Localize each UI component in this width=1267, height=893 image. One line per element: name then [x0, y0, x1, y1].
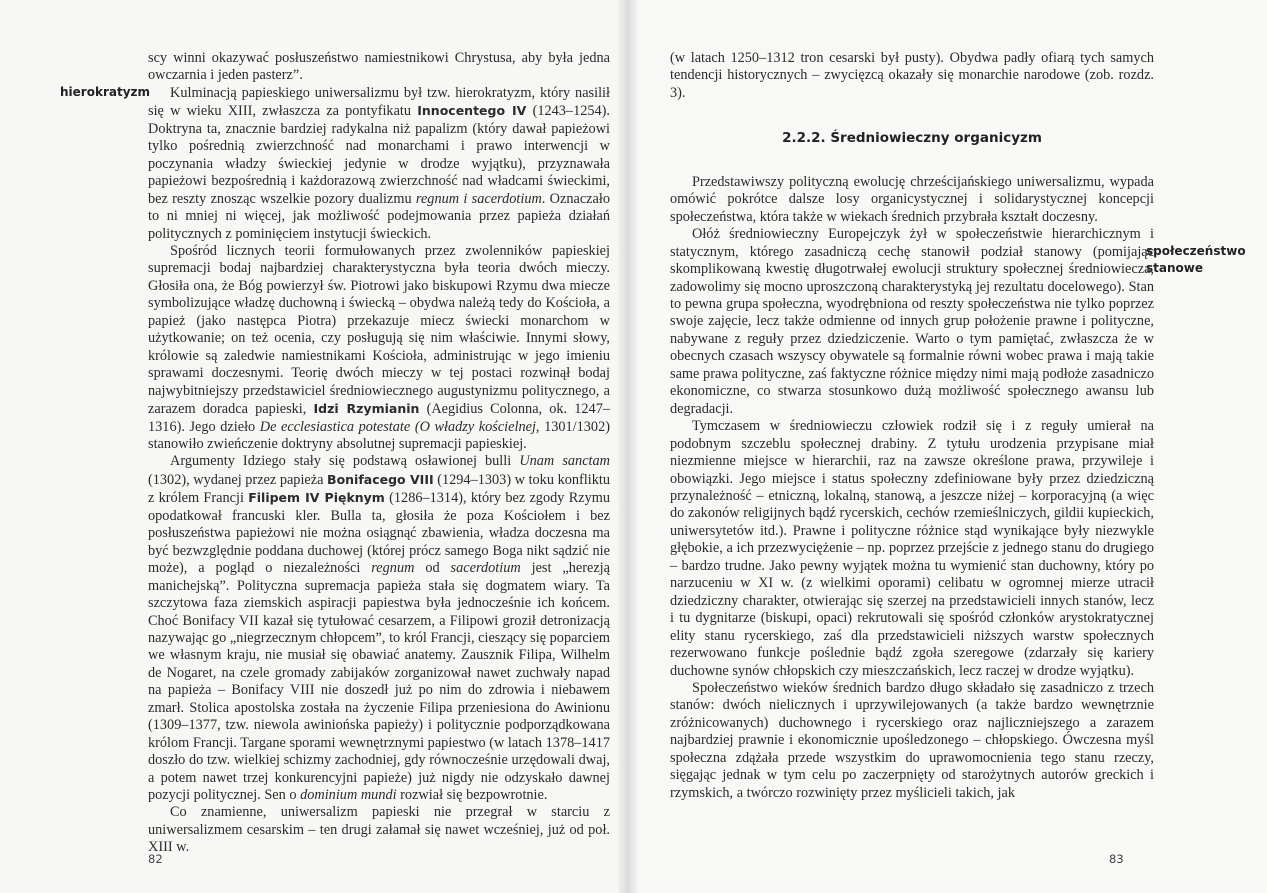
bold-name: Filipem IV Pięknym: [248, 490, 385, 506]
text-segment: (1302), wydanej przez papieża: [148, 471, 328, 488]
paragraph: [148, 85, 610, 243]
right-page-text: [670, 50, 1154, 802]
right-body-text: [670, 174, 1154, 802]
margin-note-left: hierokratyzm: [60, 85, 150, 99]
text-segment: Społeczeństwo wieków średnich bardzo długo składało się zasadniczo z trzech stanów: dwóch nielicznych i uprzywilejowanych (a także bardzo wewnętrznie zróżnicowanych) duchownego i rycerskiego oraz najliczniejszego a zarazem najbardziej prawnie i ekonomicznie upośledzonego – chłopskiego. Ówczesna myśl społeczna zdążała przede wszystkim do uprawomocnienia tego stanu rzeczy, sięgając jednak w tym celu po zaczerpnięty od starożytnych autorów greckich i rzymskich, a twórczo rozwinięty przez myślicieli takich, jak: [670, 679, 1154, 801]
right-intro-text: [670, 50, 1154, 102]
paragraph: [148, 243, 610, 453]
paragraph: [148, 50, 610, 85]
paragraph: [670, 174, 1154, 226]
bold-name: Bonifacego VIII: [327, 471, 434, 487]
text-segment: scy winni okazywać posłuszeństwo namiestnikowi Chrystusa, aby była jedna owczarnia i jeden pasterz”.: [148, 50, 610, 84]
text-segment: Spośród licznych teorii formułowanych przez zwolenników papieskiej supremacji bodaj najbardziej charakterystyczna była teoria dwóch mieczy. Głosiła ona, że Bóg powierzył św. Piotrowi jako biskupowi Rzymu dwa miecze symbolizujące władzę duchowną i świecką – obydwa należą tedy do Kościoła, a papież (jako następca Piotra) przekazuje miecz świecki monarchom w użytkowanie; on też ocenia, czy posługują się nim właściwie. Innymi słowy, królowie są zaledwie namiestnikami Kościoła, administrując w jego imieniu sprawami doczesnymi. Teorię dwóch mieczy w tej postaci rozwinął bodaj najwybitniejszy przedstawiciel średniowiecznego augustynizmu politycznego, a zarazem doradca papieski,: [148, 242, 610, 418]
text-segment: Przedstawiwszy polityczną ewolucję chrześcijańskiego uniwersalizmu, wypada omówić pokrótce dalsze losy organicystycznej i solidarystycznej koncepcji społeczeństwa, która także w wiekach średnich przybrała kształt doczesny.: [670, 173, 1154, 225]
paragraph: [670, 50, 1154, 102]
text-segment: Tymczasem w średniowieczu człowiek rodził się i z reguły umierał na podobnym szczeblu społecznej drabiny. Z tytułu urodzenia przypisane miał niezmienne miejsce w hierarchii, raz na zawsze określone prawa, przywileje i obowiązki. Jego miejsce i status społeczny zdefiniowane były przez dziedziczną przynależność – etniczną, lokalną, stanową, a jeszcze niżej – korporacyjną (a więc do zakonów religijnych bądź rycerskich, cechów rzemieślniczych, gildii kupieckich, uniwersytetów itd.). Prawne i polityczne różnice stąd wynikające były niezwykle głębokie, a ich przezwyciężenie – np. poprzez przejście z jednego stanu do drugiego – bardzo trudne. Jako pewny wyjątek można tu wymienić stan duchowny, który po narzuceniu w XI w. (z wielkimi oporami) celibatu w ogromnej mierze utracił dziedziczny charakter, otwierając się szerzej na przedstawicieli innych stanów, lecz i tu dygnitarze (biskupi, opaci) rekrutowali się spośród członków arystokratycznej elity stanu rycerskiego, zaś dla przedstawicieli niższych warstw społecznych rezerwowano funkcje poślednie bądź zgoła szeregowe (zdarzały się kariery duchowne synów chłopskich czy mieszczańskich, lecz raczej w drodze wyjątku).: [670, 418, 1154, 679]
italic-term: dominium mundi: [300, 787, 397, 804]
left-page: [0, 0, 628, 893]
italic-term: sacerdotium: [450, 560, 521, 577]
paragraph: [670, 680, 1154, 802]
page-number-right: 83: [1109, 852, 1124, 866]
text-segment: Kulminacją papieskiego uniwersalizmu był tzw. hierokratyzm, który nasilił się w wieku XIII, zwłaszcza za pontyfikatu: [148, 84, 610, 120]
bold-name: Innocentego IV: [417, 103, 527, 119]
text-segment: (1294–1303) w toku konfliktu z królem Francji: [148, 471, 610, 507]
italic-term: De ecclesiastica potestate (O władzy kościelnej: [259, 418, 536, 435]
bold-name: Idzi Rzymianin: [313, 401, 420, 417]
italic-term: regnum i sacerdotium: [415, 190, 542, 207]
text-segment: jest „herezją manichejską”. Polityczna supremacja papieża stała się dogmatem wiary. Ta szczytowa faza ziemskich aspiracji papiestwa była jednocześnie ich końcem. Choć Bonifacy VII kazał się tytułować cesarzem, a Filipowi groził detronizacją nazywając go „niegrzecznym chłopcem”, to król Francji, cieszący się poparciem we własnym kraju, nie musiał się obawiać anatemy. Zausznik Filipa, Wilhelm de Nogaret, na czele gromady zabijaków zorganizował nawet zuchwały napad na papieża – Bonifacy VIII nie doszedł już po nim do zdrowia i niebawem zmarł. Stolica apostolska została na życzenie Filipa przeniesiona do Awinionu (1309–1377, tzw. niewola awiniońska papieży) i politycznie podporządkowana królom Francji. Targane sporami wewnętrznymi papiestwo (w latach 1378–1417 doszło do tzw. wielkiej schizmy zachodniej, gdy równocześnie urzędowali dwaj, a potem nawet trzej konkurencyjni papieże) już nigdy nie odzyskało dawnej pozycji politycznej. Sen o: [148, 560, 610, 804]
italic-term: regnum: [371, 560, 415, 577]
text-segment: (1243–1254). Doktryna ta, znacznie bardziej radykalna niż papalizm (który dawał papieżowi tylko pośrednią zwierzchność nad monarchami i prawo interwencji w poczynania władzy świeckiej jedynie w drodze wyjątku), przyznawała papieżowi bezpośrednią i każdorazową zwierzchność nad władcami świeckimi, bez reszty znosząc wszelkie pozory dualizmu: [148, 103, 611, 207]
book-gutter: [618, 0, 638, 893]
left-page-text: [148, 50, 610, 857]
paragraph: [148, 804, 610, 856]
text-segment: od: [414, 560, 451, 577]
text-segment: Ołóż średniowieczny Europejczyk żył w społeczeństwie hierarchicznym i statycznym, którego zasadniczą cechę stanowił podział stanowy (pomijając skomplikowaną kwestię długotrwałej ewolucji struktury społecznej średniowiecza, zadowolimy się mocno uproszczoną charakterystyką jej rezultatu docelowego). Stan to pewna grupa społeczna, wyodrębniona od reszty społeczeństwa nie tylko poprzez swoje zajęcie, lecz także odmienne od innych grup położenie prawne i polityczne, nabywane z reguły przez dziedziczenie. Warto o tym pamiętać, zwłaszcza że w obecnych czasach wszyscy obywatele są formalnie równi wobec prawa i mają takie same prawa polityczne, zaś faktyczne różnice między nimi mają podłoże zasadniczo ekonomiczne, co stwarza stosunkowo dużą możliwość społecznego awansu lub degradacji.: [670, 226, 1154, 417]
text-segment: (w latach 1250–1312 tron cesarski był pusty). Obydwa padły ofiarą tych samych tendencji historycznych – zwycięzcą okazały się monarchie narodowe (zob. rozdz. 3).: [670, 50, 1154, 101]
text-segment: Argumenty Idziego stały się podstawą osławionej bulli: [170, 453, 520, 470]
right-page: [628, 0, 1267, 893]
margin-note-right: społeczeństwo stanowe: [1146, 244, 1246, 275]
italic-term: Unam sanctam: [519, 453, 610, 470]
paragraph: [670, 226, 1154, 418]
text-segment: Co znamienne, uniwersalizm papieski nie przegrał w starciu z uniwersalizmem cesarskim – ten drugi załamał się nawet wcześniej, już od poł. XIII w.: [148, 804, 610, 856]
paragraph: [148, 453, 610, 804]
text-segment: (Aegidius Colonna, ok. 1247–1316). Jego dzieło: [148, 401, 610, 435]
text-segment: (1286–1314), który bez zgody Rzymu opodatkował francuski kler. Bulla ta, głosiła że poza Kościołem i bez posłuszeństwa papieżowi nie można osiągnąć zbawienia, władza doczesna ma być bezwzględnie poddana duchowej (której prócz samego Boga nikt sądzić nie może), a pogląd o niezależności: [148, 490, 610, 577]
page-number-left: 82: [148, 852, 163, 866]
text-segment: rozwiał się bezpowrotnie.: [396, 787, 548, 804]
text-segment: , 1301/1302) stanowiło zwieńczenie doktryny absolutnej supremacji papieskiej.: [148, 418, 610, 452]
paragraph: [670, 418, 1154, 680]
text-segment: . Oznaczało to ni mniej ni więcej, jak możliwość podejmowania przez papieża działań politycznych z pominięciem instytucji świeckich.: [148, 190, 610, 242]
section-heading: 2.2.2. Średniowieczny organicyzm: [782, 130, 1042, 147]
